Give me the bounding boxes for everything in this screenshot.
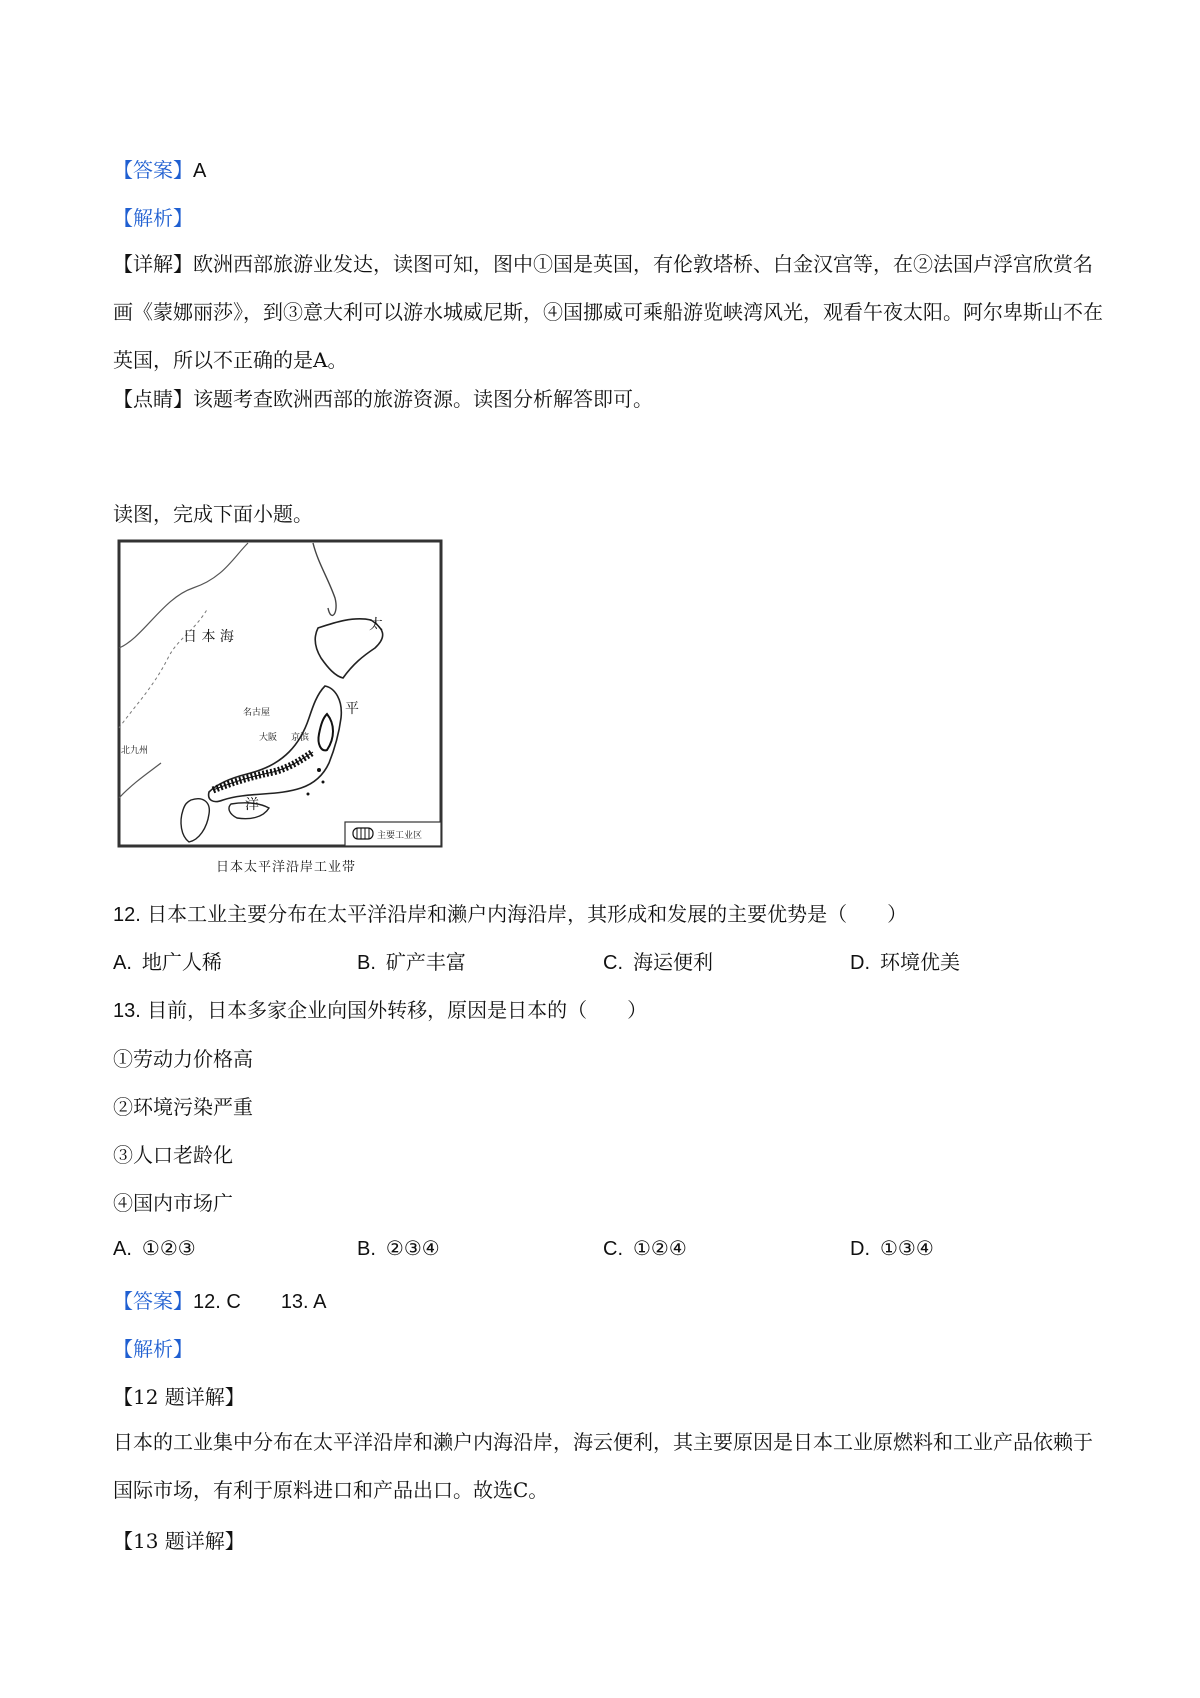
answer-line-2 [113,1285,326,1314]
q12-option-c[interactable]: C. 海运便利 [603,950,713,974]
map-ocean-label-tai: 太 [369,617,383,633]
answer-13: 13. A [280,1291,327,1313]
map-sea-label: 日 本 海 [183,629,234,645]
answer-value: A [193,160,207,182]
map-legend-label: 主要工业区 [377,831,423,841]
q13-item-1: ①劳动力价格高 [113,1047,253,1071]
map-ocean-label-yang: 洋 [245,797,259,813]
intro-text: 读图，完成下面小题。 [113,502,313,526]
analysis-label: 【解析】 [113,206,193,230]
detail-label: 【详解】 [113,252,193,276]
analysis-label-2: 【解析】 [113,1337,193,1361]
comment-line [113,383,653,412]
comment-label: 【点睛】 [113,387,193,411]
q12-option-d[interactable]: D. 环境优美 [850,950,960,974]
question-12 [113,898,907,927]
q12-option-b[interactable]: B. 矿产丰富 [357,950,466,974]
map-city-kitakyushu: 北九州 [121,746,149,756]
map-city-osaka: 大阪 [259,733,278,743]
map-ocean-label-ping: 平 [345,701,359,717]
q13-option-a[interactable]: A. ①②③ [113,1236,196,1260]
map-city-keihin: 京滨 [291,733,310,743]
q13-item-3: ③人口老龄化 [113,1143,233,1167]
japan-industrial-map [113,538,445,853]
comment-text: 该题考查欧洲西部的旅游资源。读图分析解答即可。 [193,387,653,411]
detail-paragraph [113,240,1103,384]
q13-number: 13. [113,1000,141,1022]
detail-text: 欧洲西部旅游业发达，读图可知，图中①国是英国，有伦敦塔桥、白金汉宫等，在②法国卢浮宫欣赏名画《蒙娜丽莎》，到③意大利可以游水城威尼斯，④国挪威可乘船游览峡湾风光，观看午夜太阳。阿尔卑斯山不在英国，所以不正确的是A。 [113,252,1103,372]
q12-number: 12. [113,904,141,926]
map-city-nagoya: 名古屋 [243,708,271,718]
q13-option-c[interactable]: C. ①②④ [603,1236,687,1260]
answer-line [113,154,206,183]
answer-12: 12. C [193,1291,241,1313]
q12-text: 日本工业主要分布在太平洋沿岸和濑户内海沿岸，其形成和发展的主要优势是（ ） [147,902,908,926]
q13-text: 目前，日本多家企业向国外转移，原因是日本的（ ） [147,998,648,1022]
detail13-label: 【13 题详解】 [113,1529,245,1553]
answer-label: 【答案】 [113,158,193,182]
q13-option-d[interactable]: D. ①③④ [850,1236,934,1260]
question-13 [113,994,647,1023]
q13-option-b[interactable]: B. ②③④ [357,1236,440,1260]
q13-item-4: ④国内市场广 [113,1191,233,1215]
detail12-label: 【12 题详解】 [113,1385,245,1409]
answer-label-2: 【答案】 [113,1289,193,1313]
map-caption: 日本太平洋沿岸工业带 [216,860,357,875]
q12-option-a[interactable]: A. 地广人稀 [113,950,222,974]
q13-item-2: ②环境污染严重 [113,1095,253,1119]
detail12-text: 日本的工业集中分布在太平洋沿岸和濑户内海沿岸，海云便利，其主要原因是日本工业原燃料和工业产品依赖于国际市场，有利于原料进口和产品出口。故选C。 [113,1430,1093,1502]
